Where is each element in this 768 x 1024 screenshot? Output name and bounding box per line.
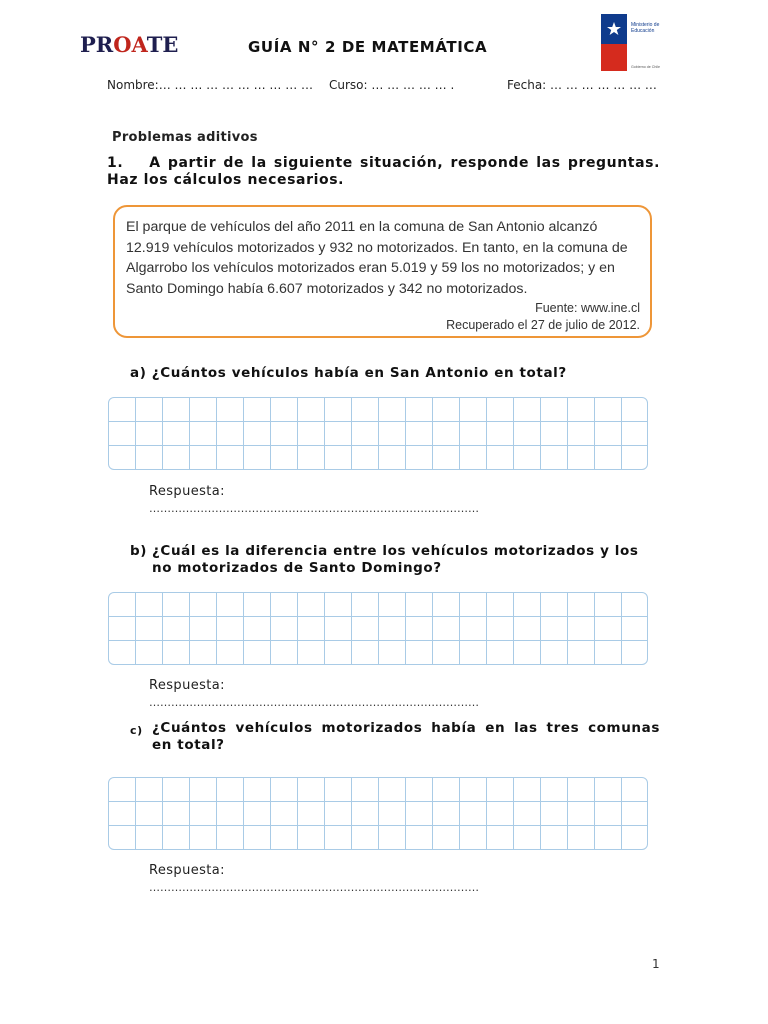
question-1 [107,155,660,189]
section-title: Problemas aditivos [112,130,258,145]
answer-line[interactable]: ……………………………………………………………………………… [149,881,479,894]
info-retrieved: Recuperado el 27 de julio de 2012. [446,318,640,332]
ministerio-educacion-logo [601,14,665,71]
question-a [130,365,567,382]
question-c-letter: c) [130,724,143,737]
page-title: GUÍA N° 2 DE MATEMÁTICA [248,38,488,56]
fecha-field: Fecha: … … … … … … … [507,78,657,92]
question-1-number: 1. [107,155,124,171]
answer-line[interactable]: ……………………………………………………………………………… [149,696,479,709]
logo-text-oa: OA [113,32,147,57]
info-source: Fuente: www.ine.cl [535,301,640,315]
answer-a [149,483,479,517]
page-number: 1 [652,957,660,971]
calculation-grid-b[interactable] [108,592,648,665]
info-text: El parque de vehículos del año 2011 en la comuna de San Antonio alcanzó 12.919 vehículos motorizados y 932 no motorizados. En tanto, en la comuna de Algarrobo los vehículos motorizados eran 5.019 y 59 los no motorizados; y en Santo Domingo había 6.607 motorizados y 342 no motorizados. [126,219,628,297]
question-c-text: ¿Cuántos vehículos motorizados había en las tres comunas en total? [152,720,660,753]
logo-text-te: TE [146,32,179,57]
proate-logo [80,32,178,57]
answer-label: Respuesta: [149,678,225,693]
svg-text:Gobierno de Chile: Gobierno de Chile [631,65,660,69]
curso-field: Curso: … … … … … . [329,78,455,92]
answer-c [149,862,479,896]
nombre-field: Nombre:… … … … … … … … … … [107,78,314,92]
svg-text:Educación: Educación [631,28,655,34]
info-box [113,205,652,338]
answer-label: Respuesta: [149,484,225,499]
question-a-letter: a) [130,365,147,381]
answer-line[interactable]: ……………………………………………………………………………… [149,502,479,515]
question-b-text: ¿Cuál es la diferencia entre los vehículos motorizados y los no motorizados de Santo Domingo? [152,543,639,576]
logo-text-pr: PR [80,32,114,57]
calculation-grid-c[interactable] [108,777,648,850]
question-c [130,720,660,754]
calculation-grid-a[interactable] [108,397,648,470]
answer-label: Respuesta: [149,863,225,878]
svg-text:Ministerio de: Ministerio de [631,22,660,28]
question-b [130,543,660,577]
question-a-text: ¿Cuántos vehículos había en San Antonio en total? [151,365,567,381]
question-b-letter: b) [130,543,148,559]
answer-b [149,677,479,711]
question-1-text: A partir de la siguiente situación, responde las preguntas. Haz los cálculos necesarios. [107,155,660,188]
